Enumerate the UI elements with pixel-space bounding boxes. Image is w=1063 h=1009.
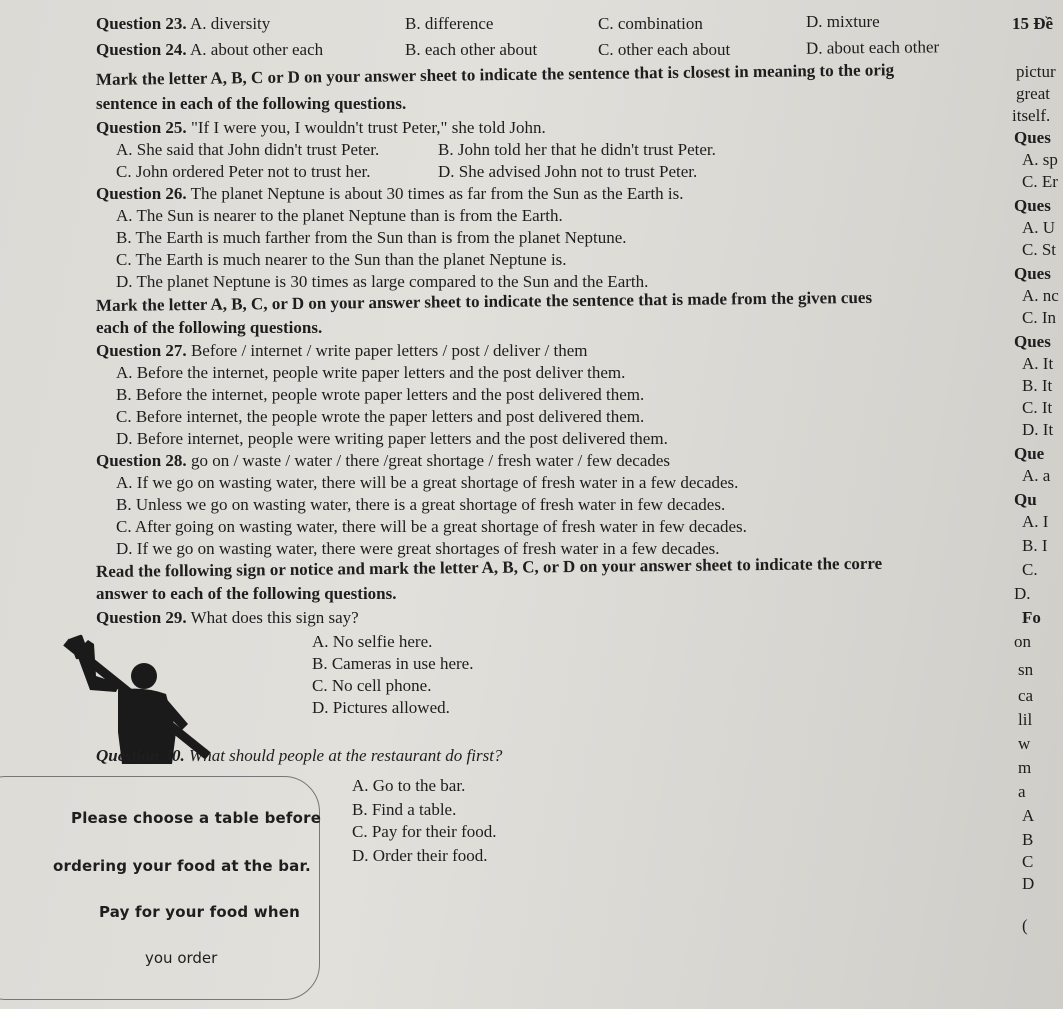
option-b: B. Unless we go on wasting water, there is a great shortage of fresh water in few decades. (116, 495, 726, 514)
adjacent-text: lil (1018, 710, 1033, 729)
question-prompt: "If I were you, I wouldn't trust Peter," she told John. (190, 118, 546, 137)
option-c: C. After going on wasting water, there will be a great shortage of fresh water in few decades. (116, 517, 747, 536)
page-corner-label: 15 Đề (1012, 14, 1054, 33)
adjacent-text: a (1018, 782, 1026, 801)
adjacent-text: C. (1022, 560, 1038, 579)
adjacent-text: D. (1014, 584, 1031, 603)
adjacent-text: ca (1018, 686, 1034, 705)
adjacent-text: pictur (1016, 62, 1056, 81)
no-selfie-sign (36, 632, 236, 764)
question-prompt: go on / waste / water / there /great shortage / fresh water / few decades (190, 451, 671, 470)
option-a: A. about other each (190, 40, 324, 59)
adjacent-text: Ques (1014, 332, 1051, 351)
option-c: C. The Earth is much nearer to the Sun than the planet Neptune is. (116, 250, 567, 269)
adjacent-text: B. I (1022, 536, 1048, 555)
question-label: Question 24. (96, 40, 187, 59)
instruction-3-line-2: answer to each of the following questions. (96, 584, 397, 603)
adjacent-text: w (1018, 734, 1031, 753)
option-b: B. John told her that he didn't trust Peter. (438, 140, 716, 159)
question-23 (96, 14, 270, 34)
question-label: Question 30. (96, 746, 185, 765)
instruction-1-line-2: sentence in each of the following questions. (96, 94, 407, 113)
restaurant-notice (0, 776, 320, 1000)
adjacent-text: Ques (1014, 196, 1051, 215)
question-label: Question 27. (96, 341, 187, 360)
adjacent-text: A. a (1022, 466, 1051, 485)
option-a: A. No selfie here. (312, 632, 433, 651)
question-label: Question 28. (96, 451, 187, 470)
option-b: B. Before the internet, people wrote paper letters and the post delivered them. (116, 385, 645, 404)
adjacent-text: Ques (1014, 264, 1051, 283)
adjacent-text: A. I (1022, 512, 1049, 531)
adjacent-text: ( (1022, 916, 1028, 935)
adjacent-text: A. It (1022, 354, 1054, 373)
instruction-2-line-2: each of the following questions. (96, 318, 323, 337)
adjacent-text: B (1022, 830, 1034, 849)
option-d: D. about each other (805, 37, 940, 58)
option-d: D. She advised John not to trust Peter. (438, 162, 698, 181)
option-b: B. difference (405, 14, 494, 33)
notice-line-4: you order (145, 949, 218, 967)
option-c: C. John ordered Peter not to trust her. (116, 162, 371, 181)
option-c: C. combination (598, 14, 703, 33)
option-d: D. The planet Neptune is 30 times as large compared to the Sun and the Earth. (116, 272, 649, 291)
notice-line-1: Please choose a table before (71, 809, 322, 827)
option-a: A. If we go on wasting water, there will be a great shortage of fresh water in a few decades. (116, 473, 739, 492)
adjacent-text: m (1018, 758, 1032, 777)
option-a: A. Go to the bar. (352, 776, 466, 795)
notice-line-2: ordering your food at the bar. (53, 857, 311, 875)
option-c: C. Pay for their food. (352, 822, 497, 841)
adjacent-text: A. sp (1022, 150, 1058, 169)
option-c: C. other each about (598, 40, 731, 59)
adjacent-text: Fo (1022, 608, 1041, 627)
adjacent-text: Ques (1014, 128, 1051, 147)
option-d: D. Before internet, people were writing paper letters and the post delivered them. (116, 429, 668, 448)
question-28 (96, 451, 670, 471)
question-label: Question 23. (96, 14, 187, 33)
question-label: Question 29. (96, 608, 187, 627)
question-27 (96, 341, 587, 361)
option-c: C. Before internet, the people wrote the paper letters and post delivered them. (116, 407, 645, 426)
question-prompt: The planet Neptune is about 30 times as far from the Sun as the Earth is. (190, 184, 684, 203)
question-prompt: Before / internet / write paper letters / post / deliver / them (190, 341, 588, 360)
option-b: B. Cameras in use here. (312, 654, 474, 673)
option-a: A. She said that John didn't trust Peter. (116, 140, 380, 159)
question-29 (96, 608, 359, 628)
option-a: A. The Sun is nearer to the planet Neptune than is from the Earth. (116, 206, 563, 225)
adjacent-text: A (1022, 806, 1035, 825)
question-label: Question 25. (96, 118, 187, 137)
adjacent-text: C. St (1022, 240, 1057, 259)
question-prompt: What should people at the restaurant do first? (189, 746, 503, 765)
instruction-1-line-1: Mark the letter A, B, C or D on your answer sheet to indicate the sentence that is closest in meaning to the orig (95, 60, 895, 89)
question-label: Question 26. (96, 184, 187, 203)
option-d: D. Order their food. (352, 846, 488, 865)
option-b: B. The Earth is much farther from the Sun than is from the planet Neptune. (116, 228, 627, 247)
question-26 (96, 184, 684, 204)
option-d: D. Pictures allowed. (312, 698, 450, 717)
option-d: D. mixture (806, 12, 880, 31)
question-25 (96, 118, 546, 138)
adjacent-text: D (1022, 874, 1035, 893)
instruction-2-line-1: Mark the letter A, B, C, or D on your answer sheet to indicate the sentence that is made from the given cues (95, 287, 873, 315)
option-b: B. each other about (405, 40, 538, 59)
adjacent-text: C. In (1022, 308, 1056, 327)
question-prompt: What does this sign say? (190, 608, 359, 627)
adjacent-text: on (1014, 632, 1031, 651)
adjacent-text: A. nc (1022, 286, 1059, 305)
adjacent-text: B. It (1022, 376, 1053, 395)
adjacent-text: great (1016, 84, 1050, 103)
instruction-3-line-1: Read the following sign or notice and mark the letter A, B, C, or D on your answer sheet to indicate the corre (95, 553, 883, 581)
option-c: C. No cell phone. (312, 676, 432, 695)
adjacent-text: A. U (1022, 218, 1056, 237)
question-24 (96, 40, 323, 60)
adjacent-text: Que (1014, 444, 1045, 463)
adjacent-text: D. It (1022, 420, 1054, 439)
option-a: A. Before the internet, people write paper letters and the post deliver them. (116, 363, 626, 382)
notice-line-3: Pay for your food when (99, 903, 300, 921)
question-30 (96, 746, 502, 766)
option-a: A. diversity (190, 14, 271, 33)
adjacent-text: C (1022, 852, 1034, 871)
option-b: B. Find a table. (352, 800, 457, 819)
adjacent-text: C. It (1022, 398, 1053, 417)
adjacent-text: Qu (1014, 490, 1037, 509)
adjacent-text: C. Er (1022, 172, 1058, 191)
option-d: D. If we go on wasting water, there were great shortages of fresh water in a few decades. (116, 539, 720, 558)
adjacent-text: itself. (1012, 106, 1051, 125)
adjacent-text: sn (1018, 660, 1034, 679)
